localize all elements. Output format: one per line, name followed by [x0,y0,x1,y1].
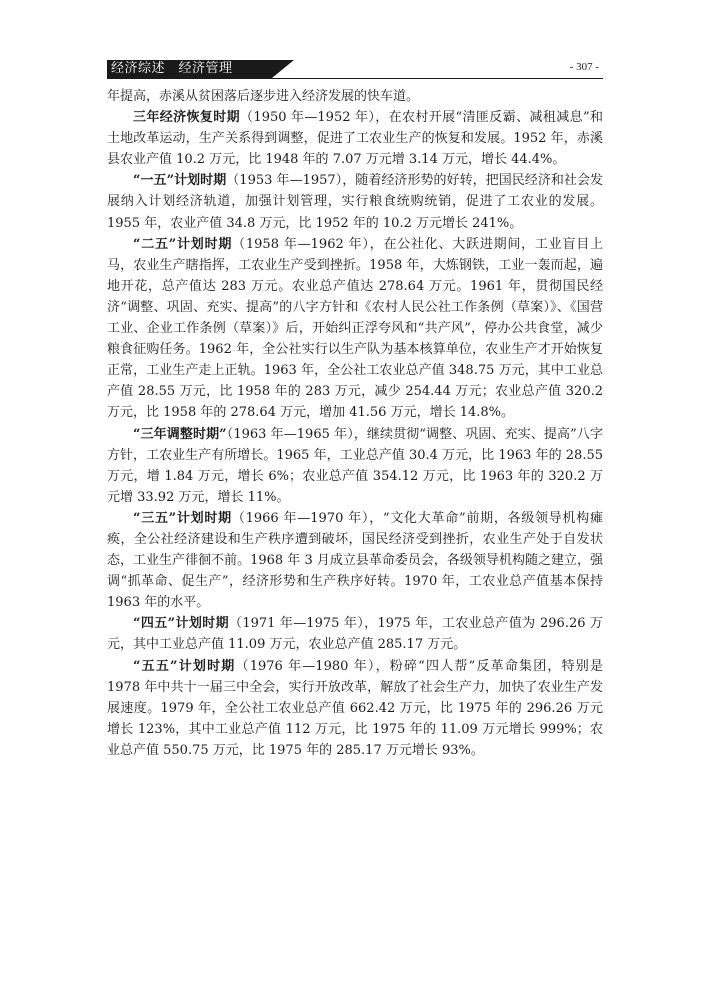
page-number: - 307 - [569,61,599,73]
paragraph-text: （1971 年—1975 年），1975 年，工农业总产值为 296.26 万元，其中工业总产值 11.09 万元，农业总产值 285.17 万元。 [107,616,603,653]
paragraph [107,170,603,233]
paragraph [107,234,603,424]
paragraph [107,424,603,508]
header-rule [107,78,603,79]
paragraph [107,86,603,107]
paragraph-text: （1950 年—1952 年），在农村开展“清匪反霸、减租减息”和土地改革运动，生产关系得到调整，促进了工农业生产的恢复和发展。1952 年，赤溪县农业产值 10.2 万元，比 1948 年的 7.07 万元增 3.14 万元，增长 44.4%。 [107,110,603,168]
page-body [107,86,603,761]
paragraph-text: （1953 年—1957），随着经济形势的好转，把国民经济和社会发展纳入计划经济轨道，加强计划管理，实行粮食统购统销，促进了工农业的发展。1955 年，农业产值 34.8 万元，比 1952 年的 10.2 万元增长 241%。 [107,173,603,231]
running-header [107,60,603,82]
paragraph-text: （1963 年—1965 年），继续贯彻“调整、巩固、充实、提高”八字方针，工农业生产有所增长。1965 年，工业总产值 30.4 万元，比 1963 年的 28.55 万元，增 1.84 万元，增长 6%；农业总产值 354.12 万元，比 1963 年的 320.2 万元增 33.92 万元，增长 11%。 [107,426,603,505]
period-heading: 三年经济恢复时期 [133,110,241,126]
header-tab [107,60,272,78]
paragraph-text: （1958 年—1962 年），在公社化、大跃进期间，工业盲目上马，农业生产瞎指挥，工农业生产受到挫折。1958 年，大炼钢铁，工业一轰而起，遍地开花，总产值达 283 万元。农业总产值达 278.64 万元。1961 年，贯彻国民经济“调整、巩固、充实、提高”的八字方针和《农村人民公社工作条例（草案）》、《国营工业、企业工作条例（草案）》后，开始纠正浮夸风和“共产风”，停办公共食堂，减少粮食征购任务。1962 年，全公社实行以生产队为基本核算单位，农业生产才开始恢复正常，工业生产走上正轨。1963 年，全公社工农业总产值 348.75 万元，其中工业总产值 28.55 万元，比 1958 年的 283 万元，减少 254.44 万元；农业总产值 320.2 万元，比 1958 年的 278.64 万元，增加 41.56 万元，增长 14.8%。 [107,236,603,421]
period-heading: “五五”计划时期 [133,658,236,674]
period-heading: “四五”计划时期 [133,616,229,632]
paragraph [107,508,603,613]
paragraph-text: 年提高，赤溪从贫困落后逐步进入经济发展的快车道。 [107,89,420,104]
section-title: 经济综述 经济管理 [111,61,233,76]
period-heading: “三年调整时期” [133,426,227,442]
period-heading: “一五”计划时期 [133,173,227,189]
paragraph [107,107,603,170]
paragraph [107,613,603,655]
paragraph-text: （1976 年—1980 年），粉碎“四人帮”反革命集团，特别是 1978 年中共十一届三中全会，实行开放改革，解放了社会生产力，加快了农业生产发展速度。1979 年，全公社工农业总产值 662.42 万元，比 1975 年的 296.26 万元增长 123%，其中工业总产值 112 万元，比 1975 年的 11.09 万元增长 999%；农业总产值 550.75 万元，比 1975 年的 285.17 万元增长 93%。 [107,658,603,758]
period-heading: “三五”计划时期 [133,510,232,526]
paragraph [107,656,603,761]
paragraph-text: （1966 年—1970 年），“文化大革命”前期，各级领导机构瘫痪，全公社经济建设和生产秩序遭到破坏，国民经济受到挫折，农业生产处于自发状态，工业生产徘徊不前。1968 年 3 月成立县革命委员会，各级领导机构随之建立，强调“抓革命、促生产”，经济形势和生产秩序好转。1970 年，工农业总产值基本保持 1963 年的水平。 [107,510,603,611]
period-heading: “二五”计划时期 [133,236,233,252]
